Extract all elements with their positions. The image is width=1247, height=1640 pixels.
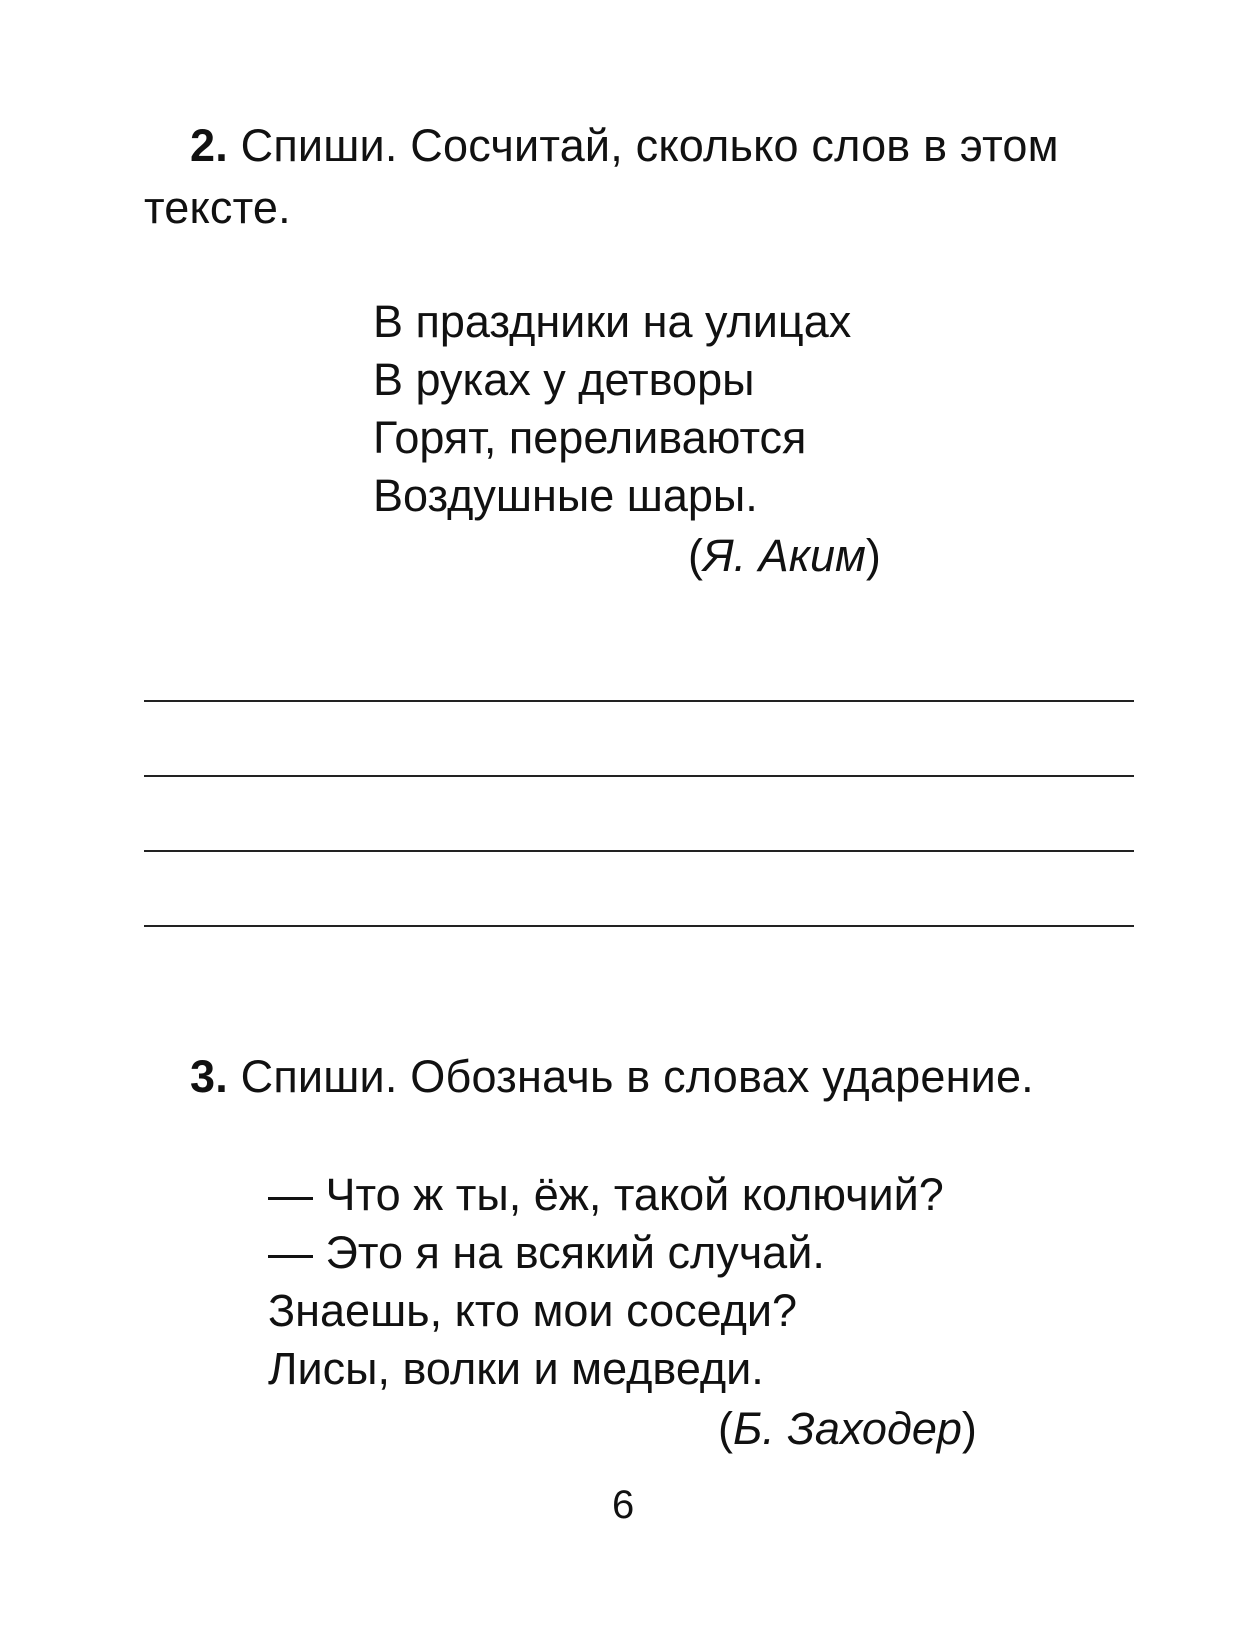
author-name: Я. Аким <box>703 530 866 581</box>
poem-akim <box>373 293 851 525</box>
task-3-text: Спиши. Обозначь в словах ударение. <box>240 1051 1034 1102</box>
writing-lines <box>144 700 1134 1000</box>
poem-zakhoder <box>268 1166 944 1398</box>
writing-line[interactable] <box>144 925 1134 927</box>
poem-line: Лисы, волки и медведи. <box>268 1343 764 1394</box>
author-name: Б. Заходер <box>733 1403 962 1454</box>
poem-line: В руках у детворы <box>373 354 755 405</box>
poem-line: — Это я на всякий случай. <box>268 1227 825 1278</box>
author-paren-open: ( <box>688 530 703 581</box>
author-paren-close: ) <box>961 1403 977 1454</box>
page-number: 6 <box>612 1483 635 1527</box>
task-3-number: 3. <box>190 1051 228 1102</box>
poem-line: — Что ж ты, ёж, такой колючий? <box>268 1169 944 1220</box>
author-paren-open: ( <box>718 1403 733 1454</box>
writing-line[interactable] <box>144 700 1134 702</box>
poem-line: Знаешь, кто мои соседи? <box>268 1285 798 1336</box>
task-2-instruction <box>144 115 1154 239</box>
writing-line[interactable] <box>144 850 1134 852</box>
task-2-text: Спиши. Сосчитай, сколько слов в этом тексте. <box>144 120 1059 233</box>
task-2-number: 2. <box>190 120 228 171</box>
poem-author-zakhoder <box>718 1400 977 1458</box>
author-paren-close: ) <box>865 530 881 581</box>
task-3-instruction <box>190 1046 1190 1108</box>
poem-line: В праздники на улицах <box>373 296 852 347</box>
poem-line: Воздушные шары. <box>373 470 758 521</box>
poem-line: Горят, переливаются <box>373 412 807 463</box>
writing-line[interactable] <box>144 775 1134 777</box>
poem-author-akim <box>688 527 881 585</box>
